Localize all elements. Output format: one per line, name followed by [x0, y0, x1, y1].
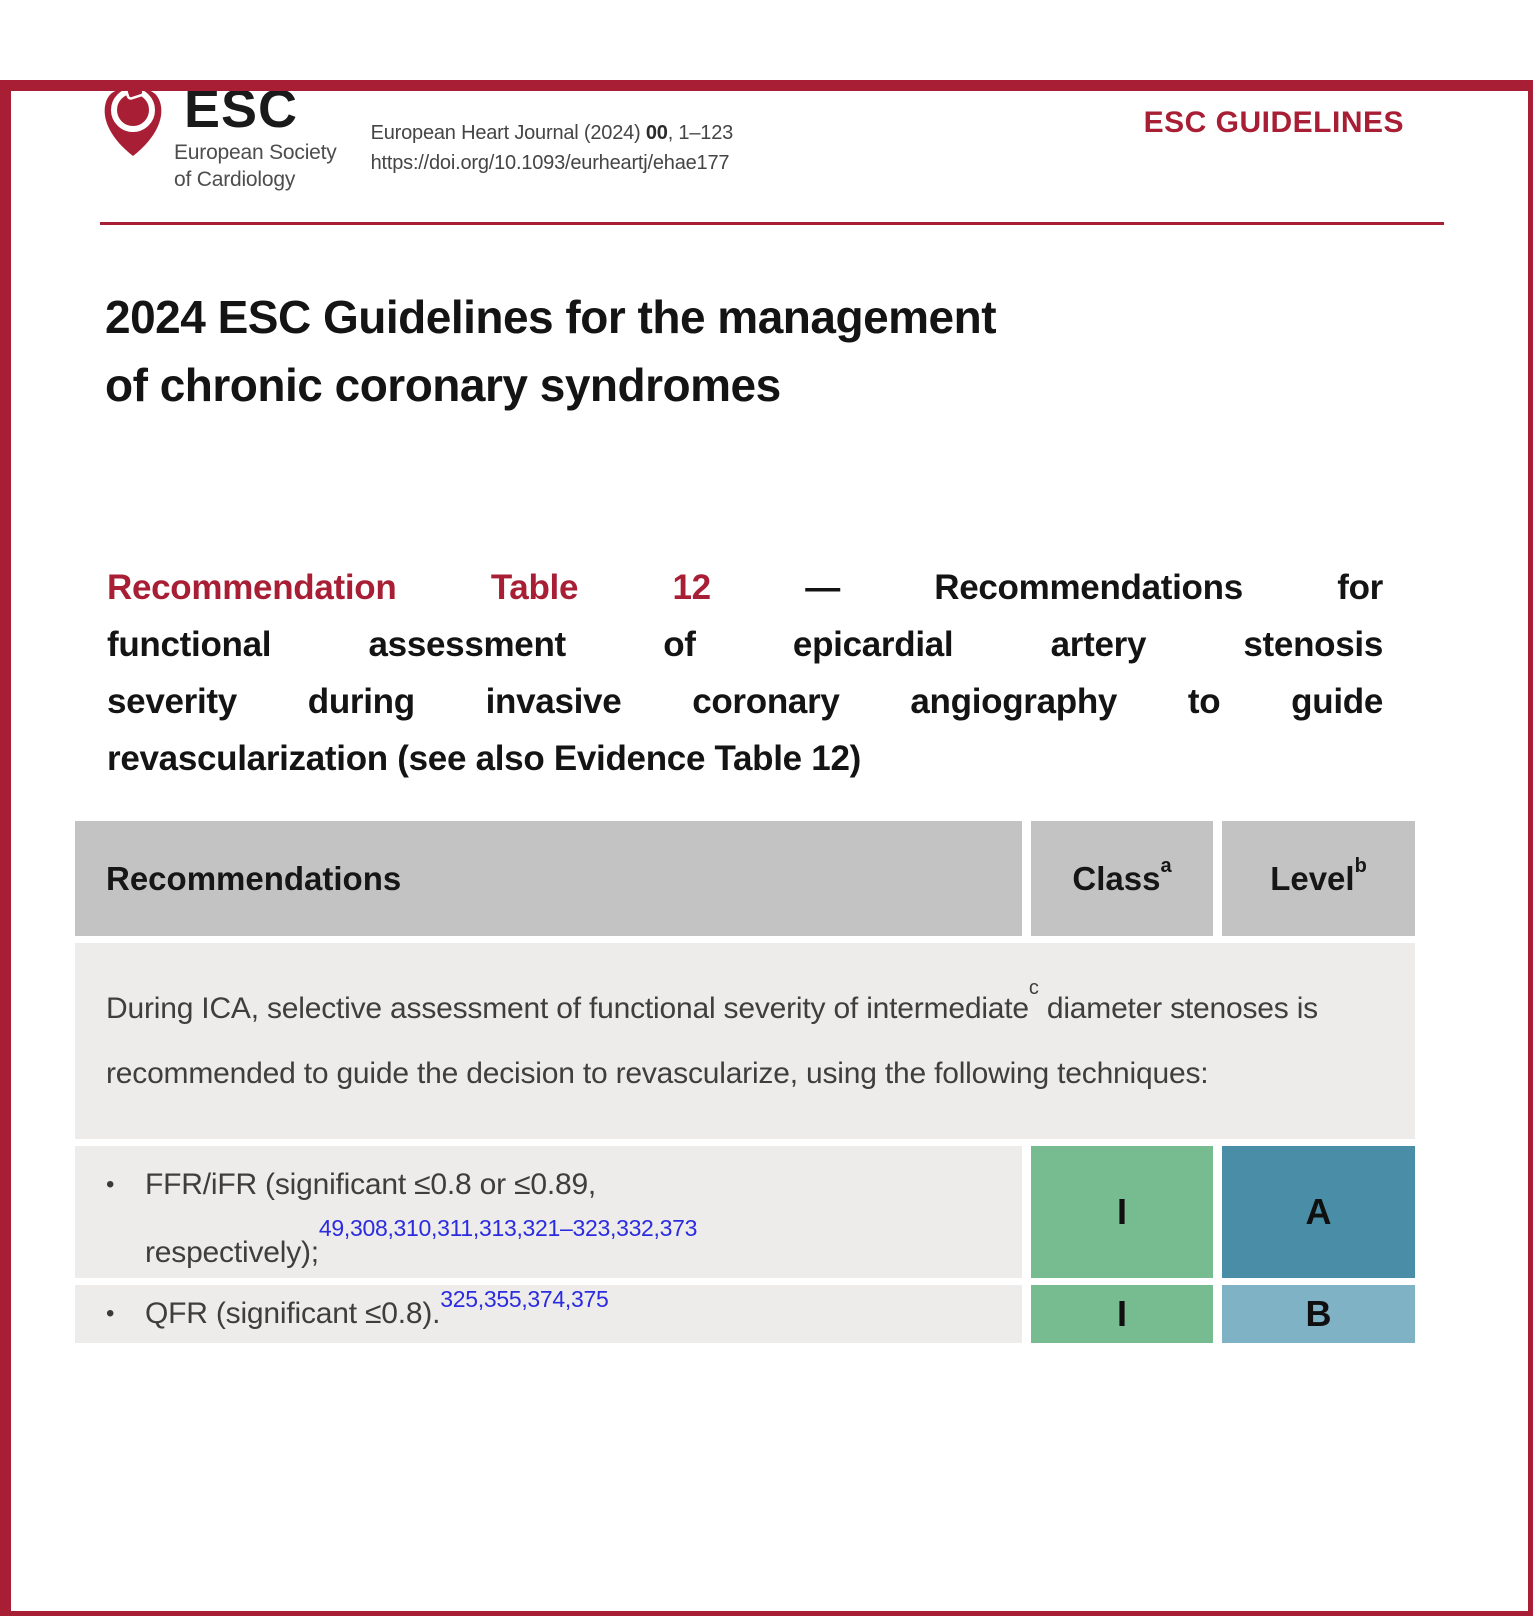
table-caption-line2: functional assessment of epicardial artery stenosis [107, 625, 1383, 664]
document-title-line1: 2024 ESC Guidelines for the management [105, 291, 997, 343]
recommendation-table [75, 821, 1415, 1343]
intro-footnote-marker: c [1028, 977, 1039, 999]
journal-doi: https://doi.org/10.1093/eurheartj/ehae177 [370, 152, 730, 174]
document-title [105, 283, 1386, 419]
esc-heart-icon [100, 80, 166, 162]
esc-logo-org-line1: European Society [174, 141, 337, 164]
table-caption-line4: revascularization (see also Evidence Table 12) [107, 739, 861, 778]
journal-citation-line: European Heart Journal (2024) 00, 1–123 [370, 122, 734, 144]
esc-guidelines-banner: ESC GUIDELINES [1143, 106, 1404, 139]
level-cell-ffr: A [1222, 1146, 1415, 1278]
class-cell-ffr: I [1031, 1146, 1213, 1278]
level-cell-qfr: B [1222, 1285, 1415, 1343]
recommendation-intro-cell: During ICA, selective assessment of functional severity of intermediate$^c$ diameter stenoses is recommended to guide the decision to revascularize, using the following techniques: [75, 943, 1415, 1139]
header-divider-rule [100, 222, 1444, 225]
esc-logo [100, 80, 337, 192]
ffr-line2: respectively);$^{49,308,310,311,313,321-323,332,373}$ [145, 1215, 698, 1269]
journal-citation [371, 118, 733, 178]
ffr-line1: • FFR/iFR (significant ≤0.8 or ≤0.89, [106, 1156, 1002, 1214]
bullet-icon: • [106, 1300, 115, 1327]
journal-volume: 00 [645, 122, 668, 144]
column-header-level: Level $^b$ [1222, 821, 1415, 936]
table-caption-line1: Recommendation Table 12 — Recommendations for [107, 568, 1383, 607]
table-caption [107, 559, 1383, 787]
esc-logo-org-line2: of Cardiology [174, 168, 296, 191]
class-footnote-marker: a [1160, 855, 1172, 877]
table-row-ffr-ifr [75, 1146, 1022, 1278]
table-caption-line3: severity during invasive coronary angiography to guide [107, 682, 1383, 721]
column-header-recommendations: Recommendations [75, 821, 1022, 936]
level-footnote-marker: b [1354, 855, 1367, 877]
bullet-icon: • [106, 1171, 115, 1198]
reference-links-ffr[interactable]: 49,308,310,311,313,321–323,332,373 [318, 1215, 698, 1241]
class-cell-qfr: I [1031, 1285, 1213, 1343]
page-header [100, 80, 1404, 192]
table-row-qfr: • QFR (significant ≤0.8). $^{325,355,374,375}$ [75, 1285, 1022, 1343]
document-title-line2: of chronic coronary syndromes [105, 359, 781, 411]
esc-logo-wordmark: ESC [184, 79, 299, 139]
reference-links-qfr[interactable]: 325,355,374,375 [440, 1286, 609, 1312]
column-header-class: Class $^a$ [1031, 821, 1213, 936]
table-caption-label: Recommendation Table 12 [107, 568, 711, 607]
